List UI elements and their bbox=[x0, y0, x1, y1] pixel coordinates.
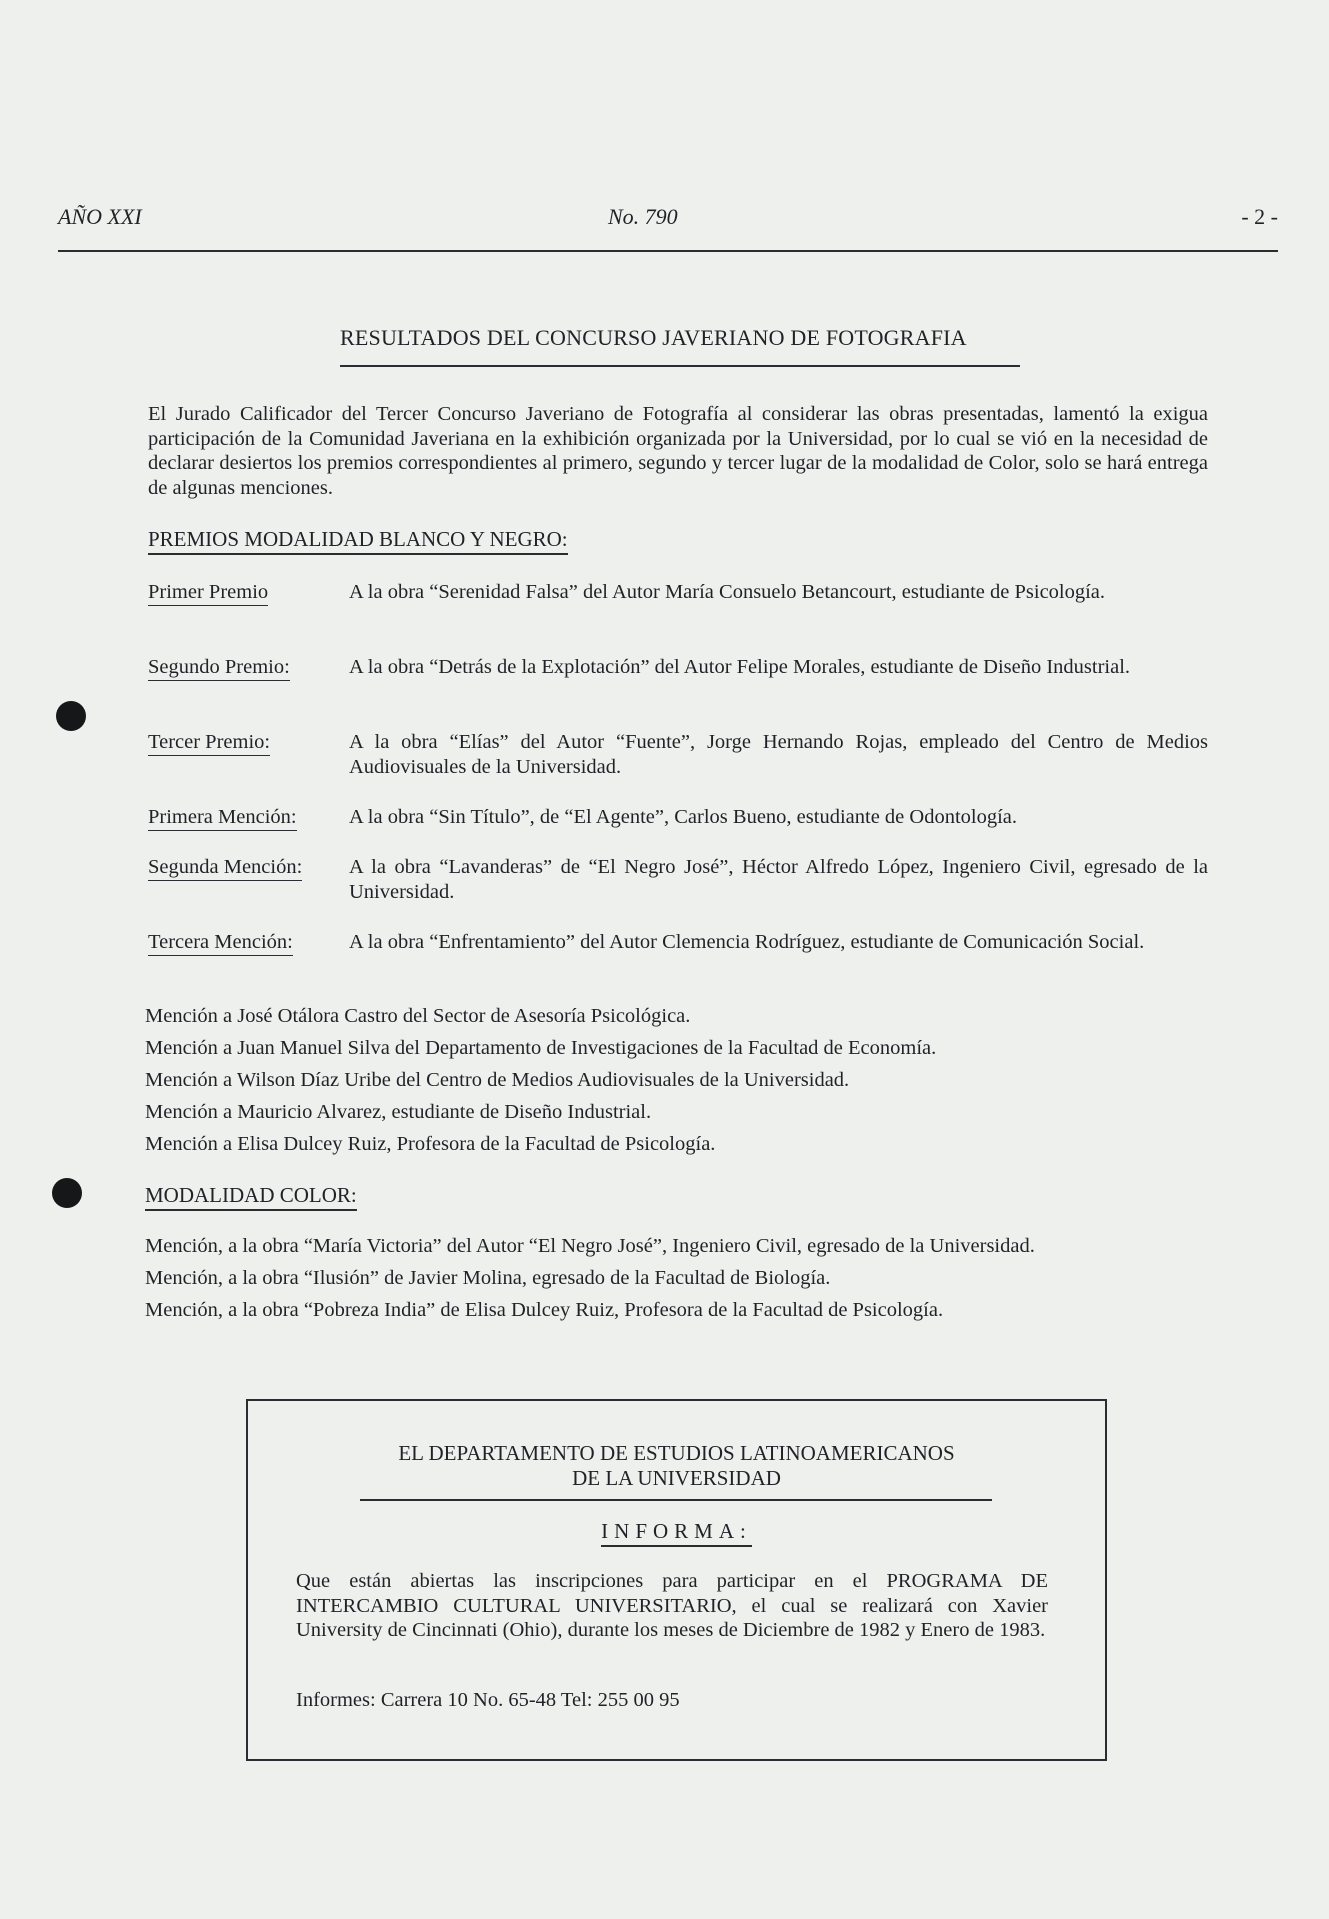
list-item: Mención a Wilson Díaz Uribe del Centro de Medios Audiovisuales de la Universidad. bbox=[145, 1069, 850, 1091]
notice-informa-text: INFORMA: bbox=[601, 1519, 752, 1547]
bw-section-heading bbox=[148, 527, 568, 552]
prize-entry bbox=[148, 805, 1208, 830]
article-title: RESULTADOS DEL CONCURSO JAVERIANO DE FOTOGRAFIA bbox=[340, 325, 967, 350]
list-item: Mención a Mauricio Alvarez, estudiante de Diseño Industrial. bbox=[145, 1101, 652, 1123]
prize-entry bbox=[148, 930, 1208, 955]
page-number: - 2 - bbox=[1241, 204, 1278, 229]
notice-title-line: DE LA UNIVERSIDAD bbox=[572, 1466, 781, 1490]
prize-entry bbox=[148, 580, 1208, 605]
punch-hole bbox=[52, 1178, 82, 1208]
list-item: Mención a Elisa Dulcey Ruiz, Profesora de la Facultad de Psicología. bbox=[145, 1133, 716, 1155]
notice-body: Que están abiertas las inscripciones para participar en el PROGRAMA DE INTERCAMBIO CULTURAL UNIVERSITARIO, el cual se realizará con Xavier University de Cincinnati (Ohio), durante los meses de Diciembre de 1982 y Enero de 1983. bbox=[296, 1570, 1048, 1641]
list-item: Mención, a la obra “Ilusión” de Javier Molina, egresado de la Facultad de Biología. bbox=[145, 1267, 831, 1289]
prize-label: Tercer Premio: bbox=[148, 731, 270, 756]
color-section-heading bbox=[145, 1183, 357, 1208]
header-divider bbox=[58, 250, 1278, 252]
punch-hole bbox=[56, 701, 86, 731]
prize-entry bbox=[148, 655, 1208, 680]
prize-label: Segunda Mención: bbox=[148, 856, 302, 881]
list-item: Mención, a la obra “Pobreza India” de Elisa Dulcey Ruiz, Profesora de la Facultad de Psicología. bbox=[145, 1299, 944, 1321]
prize-label: Tercera Mención: bbox=[148, 931, 293, 956]
prize-entry bbox=[148, 855, 1208, 904]
notice-title-line: EL DEPARTAMENTO DE ESTUDIOS LATINOAMERICANOS bbox=[398, 1441, 955, 1465]
bw-section-heading-text: PREMIOS MODALIDAD BLANCO Y NEGRO: bbox=[148, 527, 568, 555]
list-item: Mención a Juan Manuel Silva del Departamento de Investigaciones de la Facultad de Economía. bbox=[145, 1037, 937, 1059]
issue-number: No. 790 bbox=[608, 204, 678, 229]
prize-text: A la obra “Elías” del Autor “Fuente”, Jorge Hernando Rojas, empleado del Centro de Medios Audiovisuales de la Universidad. bbox=[349, 731, 1208, 778]
color-mentions-list bbox=[145, 1230, 1245, 1326]
notice-title bbox=[248, 1441, 1105, 1491]
color-section-heading-text: MODALIDAD COLOR: bbox=[145, 1183, 357, 1211]
notice-contact: Informes: Carrera 10 No. 65-48 Tel: 255 00 95 bbox=[296, 1689, 680, 1711]
title-underline bbox=[340, 365, 1020, 367]
list-item: Mención, a la obra “María Victoria” del Autor “El Negro José”, Ingeniero Civil, egresado de la Universidad. bbox=[145, 1235, 1035, 1257]
page-header bbox=[58, 204, 1278, 236]
prize-text: A la obra “Lavanderas” de “El Negro José”, Héctor Alfredo López, Ingeniero Civil, egresado de la Universidad. bbox=[349, 856, 1208, 903]
notice-informa bbox=[248, 1519, 1105, 1544]
prize-entry bbox=[148, 730, 1208, 779]
prize-text: A la obra “Sin Título”, de “El Agente”, Carlos Bueno, estudiante de Odontología. bbox=[349, 806, 1018, 828]
intro-paragraph: El Jurado Calificador del Tercer Concurso Javeriano de Fotografía al considerar las obras presentadas, lamentó la exigua participación de la Comunidad Javeriana en la exhibición organizada por la Universidad, por lo cual se vió en la necesidad de declarar desiertos los premios correspondientes al primero, segundo y tercer lugar de la modalidad de Color, solo se hará entrega de algunas menciones. bbox=[148, 403, 1208, 499]
prize-label: Primera Mención: bbox=[148, 806, 297, 831]
prize-text: A la obra “Detrás de la Explotación” del Autor Felipe Morales, estudiante de Diseño Industrial. bbox=[349, 656, 1131, 678]
notice-title-underline bbox=[360, 1499, 992, 1501]
notice-box bbox=[246, 1399, 1107, 1761]
prize-text: A la obra “Enfrentamiento” del Autor Clemencia Rodríguez, estudiante de Comunicación Social. bbox=[349, 931, 1145, 953]
prize-text: A la obra “Serenidad Falsa” del Autor María Consuelo Betancourt, estudiante de Psicología. bbox=[349, 581, 1106, 603]
list-item: Mención a José Otálora Castro del Sector de Asesoría Psicológica. bbox=[145, 1005, 691, 1027]
issue-year: AÑO XXI bbox=[58, 204, 142, 229]
bw-mentions-list bbox=[145, 1000, 1225, 1160]
prize-label: Segundo Premio: bbox=[148, 656, 290, 681]
prize-label: Primer Premio bbox=[148, 581, 268, 606]
